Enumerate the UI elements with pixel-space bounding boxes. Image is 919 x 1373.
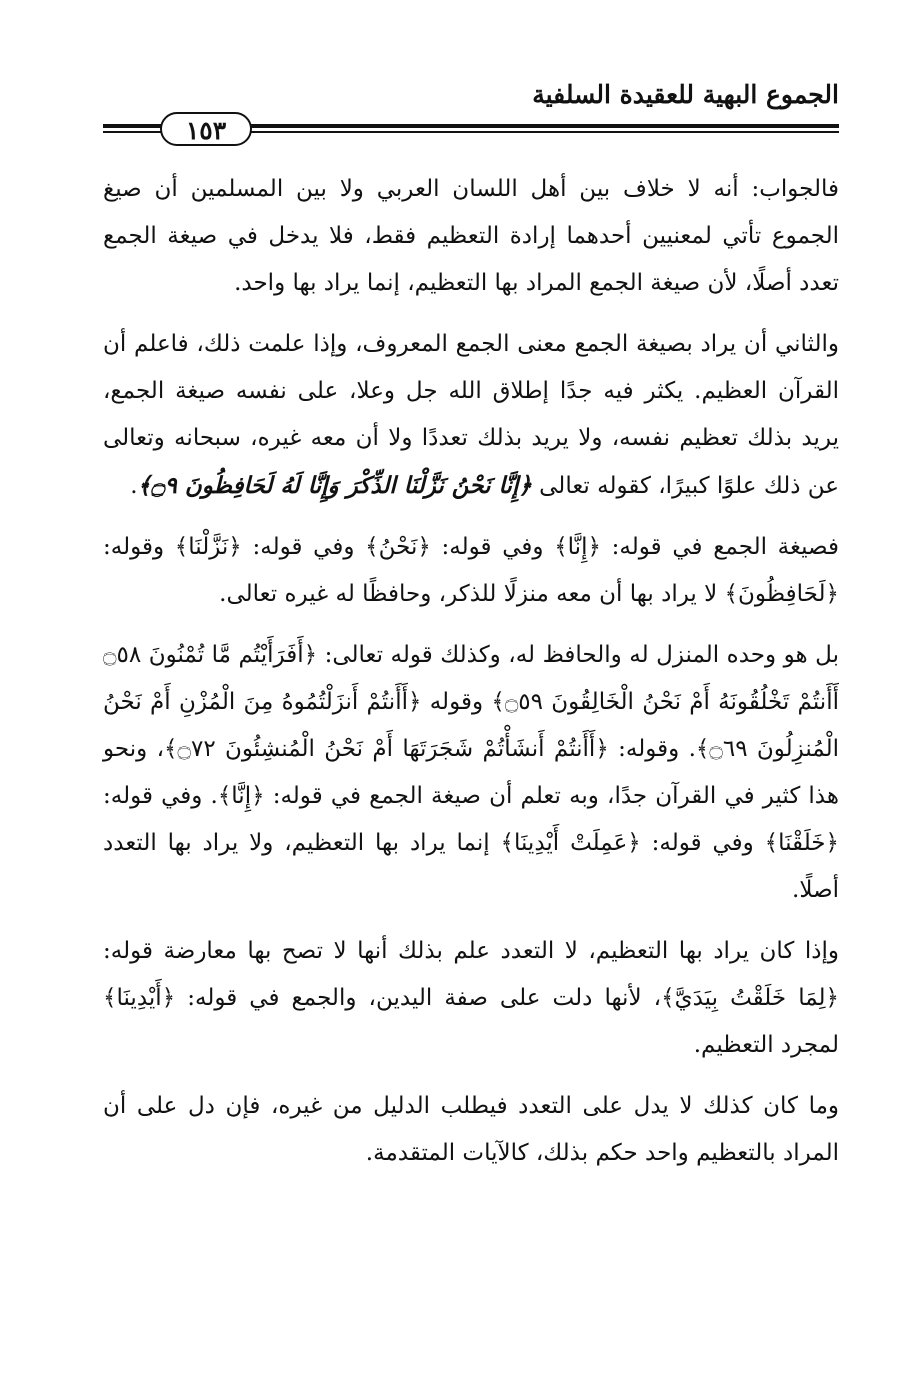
running-title: الجموع البهية للعقيدة السلفية: [532, 80, 839, 109]
paragraph-examples: بل هو وحده المنزل له والحافظ له، وكذلك قوله تعالى: ﴿أَفَرَأَيْتُم مَّا تُمْنُونَ ۝٥٨ أَأَنتُمْ تَخْلُقُونَهُ أَمْ نَحْنُ الْخَالِقُونَ ۝٥٩﴾ وقوله ﴿أَأَنتُمْ أَنزَلْتُمُوهُ مِنَ الْمُزْنِ أَمْ نَحْنُ الْمُنزِلُونَ ۝٦٩﴾. وقوله: ﴿أَأَنتُمْ أَنشَأْتُمْ شَجَرَتَهَا أَمْ نَحْنُ الْمُنشِئُونَ ۝٧٢﴾، ونحو هذا كثير في القرآن جدًا، وبه تعلم أن صيغة الجمع في قوله: ﴿إِنَّا﴾. وفي قوله: ﴿خَلَقْنَا﴾ وفي قوله: ﴿عَمِلَتْ أَيْدِينَا﴾ إنما يراد بها التعظيم، ولا يراد بها التعدد أصلًا.: [103, 642, 840, 903]
paragraph-conclusion: وما كان كذلك لا يدل على التعدد فيطلب الدليل من غيره، فإن دل على أن المراد بالتعظيم واحد حكم بذلك، كالآيات المتقدمة.: [103, 1093, 839, 1166]
body-text: [103, 166, 839, 1191]
paragraph-plural-form: فصيغة الجمع في قوله: ﴿إِنَّا﴾ وفي قوله: ﴿نَحْنُ﴾ وفي قوله: ﴿نَزَّلْنَا﴾ وقوله: ﴿لَحَافِظُونَ﴾ لا يراد بها أن معه منزلًا للذكر، وحافظًا له غيره تعالى.: [103, 534, 839, 607]
paragraph-end-mark: .: [130, 473, 138, 499]
quran-verse: ﴿إِنَّا نَحْنُ نَزَّلْنَا الذِّكْرَ وَإِنَّا لَهُ لَحَافِظُونَ ۝٩﴾: [137, 472, 532, 499]
paragraph-answer: فالجواب: أنه لا خلاف بين أهل اللسان العربي ولا بين المسلمين أن صيغ الجموع تأتي لمعنيين أحدهما إرادة التعظيم فقط، فلا يدخل في صيغة الجمع تعدد أصلًا، لأن صيغة الجمع المراد بها التعظيم، إنما يراد بها واحد.: [103, 176, 839, 296]
paragraph-second-meaning: [103, 321, 839, 510]
paragraph-glorification: وإذا كان يراد بها التعظيم، لا التعدد علم بذلك أنها لا تصح بها معارضة قوله: ﴿لِمَا خَلَقْتُ بِيَدَيَّ﴾، لأنها دلت على صفة اليدين، والجمع في قوله: ﴿أَيْدِينَا﴾ لمجرد التعظيم.: [103, 938, 839, 1058]
page-number: ١٥٣: [160, 112, 252, 146]
paragraph-text: والثاني أن يراد بصيغة الجمع معنى الجمع المعروف، وإذا علمت ذلك، فاعلم أن القرآن العظيم. يكثر فيه جدًا إطلاق الله جل وعلا، على نفسه صيغة الجمع، يريد بذلك تعظيم نفسه، ولا يريد بذلك تعددًا ولا أن معه غيره، سبحانه وتعالى عن ذلك علوًا كبيرًا، كقوله تعالى: [103, 331, 839, 499]
